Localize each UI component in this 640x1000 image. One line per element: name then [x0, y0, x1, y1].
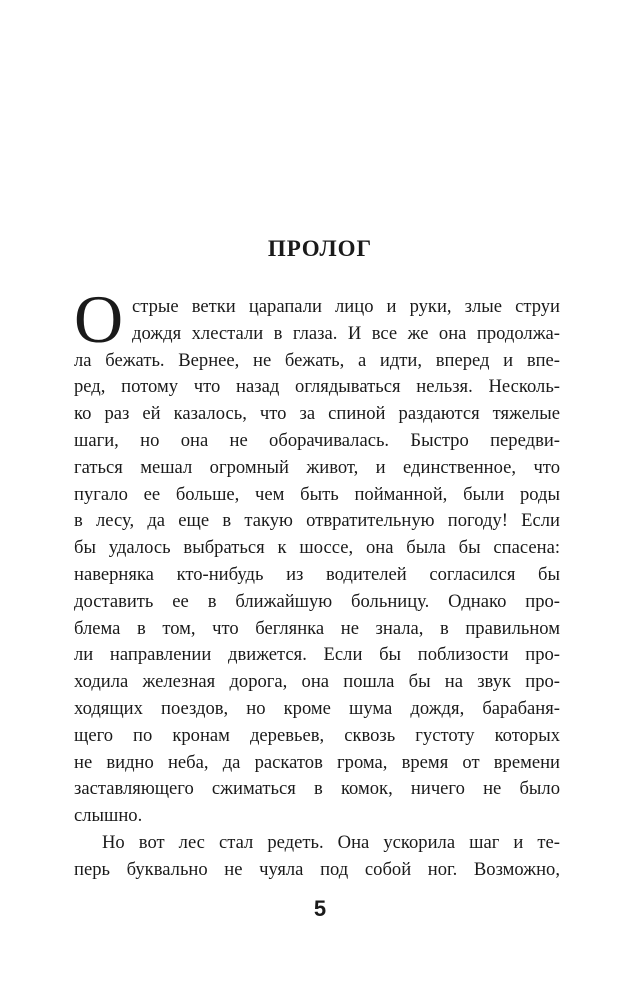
- text-line: ред, потому что назад оглядываться нельзя. Несколь-: [74, 376, 560, 398]
- text-line: ходящих поездов, но кроме шума дождя, барабаня-: [74, 697, 560, 719]
- text-line: пугало ее больше, чем быть пойманной, были роды: [74, 483, 560, 505]
- text-line: в лесу, да еще в такую отвратительную погоду! Если: [74, 510, 560, 532]
- text-line: наверняка кто-нибудь из водителей согласился бы: [74, 563, 560, 585]
- paragraph-1: [74, 294, 560, 830]
- text-line: перь буквально не чуяла под собой ног. Возможно,: [74, 858, 560, 880]
- text-line: ко раз ей казалось, что за спиной раздаются тяжелые: [74, 403, 560, 425]
- drop-cap-letter: О: [74, 281, 124, 357]
- chapter-title: ПРОЛОГ: [267, 236, 373, 261]
- text-line: не видно неба, да раскатов грома, время от времени: [74, 751, 560, 773]
- text-line: ходила железная дорога, она пошла бы на звук про-: [74, 671, 560, 693]
- text-line: ли направлении движется. Если бы поблизости про-: [74, 644, 560, 666]
- text-line: блема в том, что беглянка не знала, в правильном: [74, 617, 560, 639]
- text-line: Но вот лес стал редеть. Она ускорила шаг и те-: [102, 831, 560, 853]
- text-line: слышно.: [74, 805, 143, 827]
- text-line: шаги, но она не оборачивалась. Быстро передви-: [74, 429, 560, 451]
- page-number: 5: [313, 896, 327, 921]
- text-line: бы удалось выбраться к шоссе, она была бы спасена:: [74, 537, 560, 559]
- paragraph-2: [74, 830, 560, 884]
- text-line: заставляющего сжиматься в комок, ничего не было: [74, 778, 560, 800]
- text-line: стрые ветки царапали лицо и руки, злые струи: [132, 296, 560, 317]
- text-line: дождя хлестали в глаза. И все же она продолжа-: [132, 322, 560, 344]
- text-line: гаться мешал огромный живот, и единственное, что: [74, 456, 560, 478]
- body-text: [74, 294, 560, 884]
- text-line: ла бежать. Вернее, не бежать, а идти, вперед и впе-: [74, 349, 560, 371]
- text-line: щего по кронам деревьев, сквозь густоту которых: [74, 724, 560, 746]
- text-line: доставить ее в ближайшую больницу. Однако про-: [74, 590, 560, 612]
